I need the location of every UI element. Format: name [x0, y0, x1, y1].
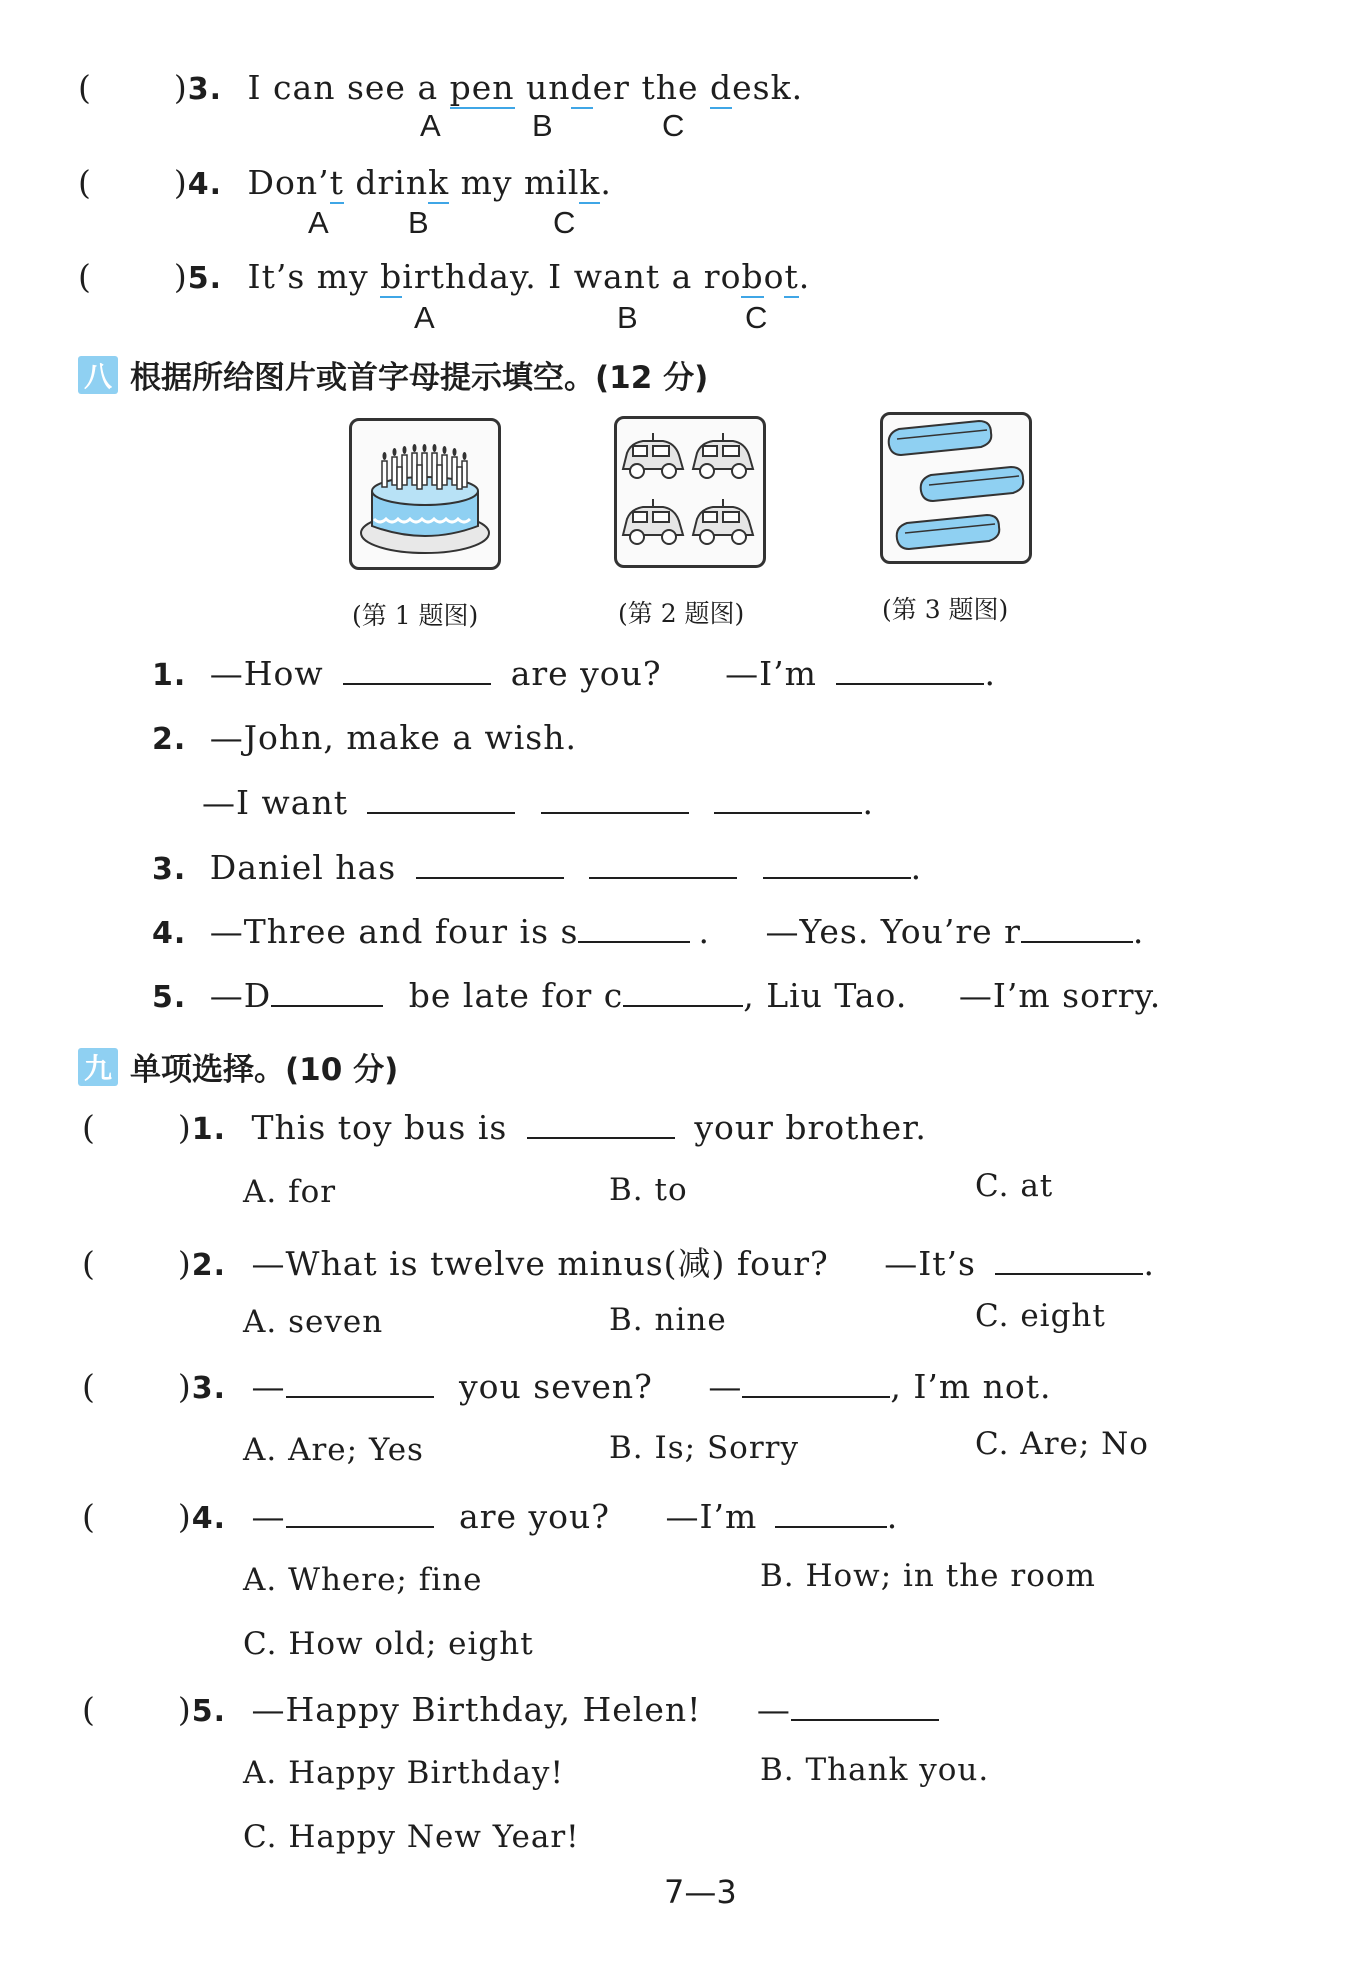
- section9-heading: [78, 1044, 398, 1089]
- s8-q1: 1. —How are you? —I’m .: [152, 654, 996, 693]
- page-number: 7—3: [664, 1873, 737, 1911]
- s9-item2-option-b[interactable]: B. nine: [609, 1302, 727, 1338]
- section8-badge: 八: [78, 356, 118, 394]
- s9-item2-option-a[interactable]: A. seven: [243, 1304, 384, 1340]
- s7-item3-letter-a: A: [420, 108, 441, 143]
- s8-q4-blank1[interactable]: [578, 915, 690, 943]
- s8-q4-blank2[interactable]: [1021, 915, 1133, 943]
- s9-item4-blank1[interactable]: [286, 1500, 434, 1528]
- caption-1: (第 1 题图): [352, 601, 479, 630]
- s9-item5: ( )5. —Happy Birthday, Helen! —: [82, 1690, 939, 1729]
- s9-item3-option-b[interactable]: B. Is; Sorry: [609, 1430, 799, 1466]
- s7-item3-letter-c: C: [662, 108, 685, 143]
- s9-item5-option-a[interactable]: A. Happy Birthday!: [243, 1755, 564, 1791]
- s7-item4-letter-a: A: [308, 205, 329, 240]
- s8-q3-blank1[interactable]: [416, 851, 564, 879]
- picture-pencil-cases: [880, 412, 1032, 564]
- s8-q3: 3. Daniel has .: [152, 848, 923, 887]
- s9-item5-option-c[interactable]: C. Happy New Year!: [243, 1819, 580, 1855]
- s9-item5-blank[interactable]: [791, 1693, 939, 1721]
- s9-item2: ( )2. —What is twelve minus(减) four? —It’s .: [82, 1244, 1155, 1283]
- section8-title: 根据所给图片或首字母提示填空。(12 分): [130, 360, 709, 396]
- caption-2: (第 2 题图): [618, 599, 745, 628]
- s7-item3-letter-b: B: [532, 108, 553, 143]
- s7-item4-letter-b: B: [408, 205, 429, 240]
- s7-item4: ( )4. Don’t drink my milk.: [78, 163, 612, 202]
- s9-item3-option-a[interactable]: A. Are; Yes: [243, 1432, 424, 1468]
- pencil-cases-icon: [883, 415, 1029, 561]
- s8-q2: 2. —John, make a wish.: [152, 718, 577, 757]
- s8-q1-blank2[interactable]: [836, 657, 984, 685]
- section8-heading: [78, 352, 708, 397]
- s9-item1-option-a[interactable]: A. for: [243, 1174, 337, 1210]
- s9-item3-blank2[interactable]: [742, 1370, 890, 1398]
- s9-item1-option-c[interactable]: C. at: [975, 1168, 1054, 1204]
- caption-3: (第 3 题图): [882, 595, 1009, 624]
- s8-q2-blank2[interactable]: [541, 786, 689, 814]
- birthday-cake-icon: [352, 421, 498, 567]
- toy-cars-icon: [617, 419, 763, 565]
- s9-item4-blank2[interactable]: [775, 1500, 887, 1528]
- picture-toy-cars: [614, 416, 766, 568]
- section9-title: 单项选择。(10 分): [130, 1052, 399, 1088]
- section9-badge: 九: [78, 1048, 118, 1086]
- s8-q2-answer: —I want .: [202, 783, 874, 822]
- s9-item4-option-b[interactable]: B. How; in the room: [760, 1558, 1096, 1594]
- s9-item4: ( )4. — are you? —I’m .: [82, 1497, 899, 1536]
- s8-q4: 4. —Three and four is s . —Yes. You’re r .: [152, 912, 1145, 951]
- s7-item5-letter-c: C: [745, 300, 768, 335]
- s8-q3-blank2[interactable]: [589, 851, 737, 879]
- s7-item5: ( )5. It’s my birthday. I want a robot.: [78, 257, 811, 296]
- s8-q5: 5. —D be late for c , Liu Tao. —I’m sorry.: [152, 976, 1162, 1015]
- s9-item2-option-c[interactable]: C. eight: [975, 1298, 1106, 1334]
- s9-item3: ( )3. — you seven? — , I’m not.: [82, 1367, 1052, 1406]
- s9-item1-blank[interactable]: [527, 1111, 675, 1139]
- s7-item4-letter-c: C: [553, 205, 576, 240]
- s8-q5-blank2[interactable]: [623, 979, 743, 1007]
- s9-item3-blank1[interactable]: [286, 1370, 434, 1398]
- s9-item4-option-c[interactable]: C. How old; eight: [243, 1626, 534, 1662]
- s7-item3: ( )3. I can see a pen under the desk.: [78, 68, 804, 107]
- s7-item5-letter-b: B: [617, 300, 638, 335]
- s8-q2-blank3[interactable]: [714, 786, 862, 814]
- s9-item1-option-b[interactable]: B. to: [609, 1172, 688, 1208]
- s8-q2-blank1[interactable]: [367, 786, 515, 814]
- s9-item5-option-b[interactable]: B. Thank you.: [760, 1752, 990, 1788]
- s9-item3-option-c[interactable]: C. Are; No: [975, 1426, 1149, 1462]
- s8-q1-blank1[interactable]: [343, 657, 491, 685]
- s8-q5-blank1[interactable]: [271, 979, 383, 1007]
- s7-item5-letter-a: A: [414, 300, 435, 335]
- s9-item1: ( )1. This toy bus is your brother.: [82, 1108, 927, 1147]
- s9-item4-option-a[interactable]: A. Where; fine: [243, 1562, 483, 1598]
- s8-q3-blank3[interactable]: [763, 851, 911, 879]
- s9-item2-blank[interactable]: [995, 1247, 1143, 1275]
- picture-birthday-cake: [349, 418, 501, 570]
